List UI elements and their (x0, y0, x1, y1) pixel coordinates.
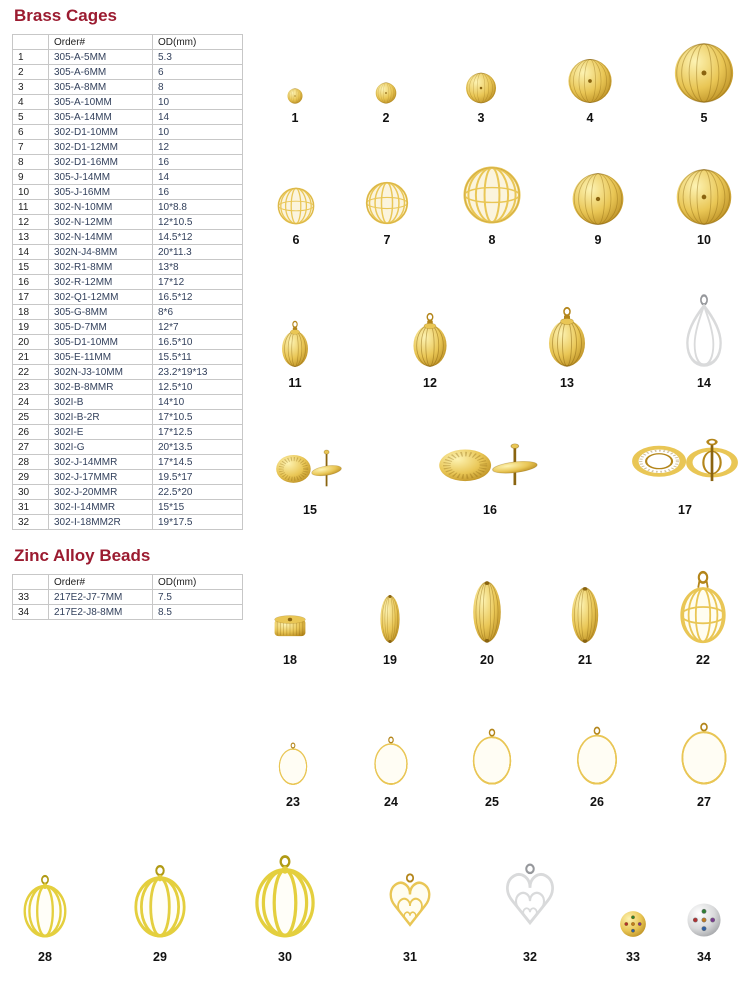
brass-cages-table (12, 34, 243, 530)
order-number: 305-E-11MM (49, 350, 153, 365)
product-number: 15 (303, 503, 317, 517)
od-value: 6 (153, 65, 243, 80)
row-index: 4 (13, 95, 49, 110)
row-index: 19 (13, 320, 49, 335)
product-image-26 (573, 726, 621, 786)
row-index: 34 (13, 605, 49, 620)
od-value: 15*15 (153, 500, 243, 515)
order-number: 302-I-14MMR (49, 500, 153, 515)
table-row (13, 485, 243, 500)
product-number: 28 (38, 950, 52, 964)
bead-graphic-rings (631, 429, 739, 491)
order-number: 302-B-8MMR (49, 380, 153, 395)
bead-graphic-oval (464, 580, 510, 644)
zinc-alloy-table (12, 574, 243, 620)
od-value: 12*10.5 (153, 215, 243, 230)
row-index: 33 (13, 590, 49, 605)
bead-graphic-corr (571, 172, 625, 226)
table-row (13, 275, 243, 290)
product-number: 21 (578, 653, 592, 667)
od-value: 13*8 (153, 260, 243, 275)
row-index: 3 (13, 80, 49, 95)
bead-graphic-heart (381, 872, 439, 938)
order-number: 302N-J3-10MM (49, 365, 153, 380)
bead-graphic-drop (678, 294, 730, 368)
product-number: 13 (560, 376, 574, 390)
order-number: 305-A-10MM (49, 95, 153, 110)
product-number: 24 (384, 795, 398, 809)
row-index: 23 (13, 380, 49, 395)
product-image-27 (677, 722, 731, 786)
row-index: 7 (13, 140, 49, 155)
table-row (13, 140, 243, 155)
order-number: 305-A-6MM (49, 65, 153, 80)
od-value: 16 (153, 155, 243, 170)
order-number: 305-G-8MM (49, 305, 153, 320)
product-number: 1 (291, 111, 299, 125)
bead-graphic-cage3 (19, 874, 71, 938)
od-value: 10 (153, 125, 243, 140)
order-column-header: Order# (49, 35, 153, 50)
product-number: 22 (696, 653, 710, 667)
table-row (13, 605, 243, 620)
order-number: 302-R-12MM (49, 275, 153, 290)
bead-graphic-twist (573, 726, 621, 786)
product-image-2 (375, 82, 397, 104)
order-number: 302-N-12MM (49, 215, 153, 230)
product-number: 10 (697, 233, 711, 247)
row-index: 17 (13, 290, 49, 305)
section-title-brass-cages: Brass Cages (14, 6, 118, 25)
od-value: 17*12 (153, 275, 243, 290)
table-row (13, 200, 243, 215)
bead-graphic-cage3 (249, 854, 321, 938)
bead-graphic-twist (371, 736, 411, 786)
table-row (13, 65, 243, 80)
od-value: 7.5 (153, 590, 243, 605)
table-row (13, 425, 243, 440)
od-value: 8.5 (153, 605, 243, 620)
od-value: 20*13.5 (153, 440, 243, 455)
product-number: 20 (480, 653, 494, 667)
table-row (13, 185, 243, 200)
od-value: 8 (153, 80, 243, 95)
product-number: 25 (485, 795, 499, 809)
table-row (13, 470, 243, 485)
table-row (13, 155, 243, 170)
product-image-30 (249, 854, 321, 938)
row-index: 18 (13, 305, 49, 320)
order-number: 302-N-14MM (49, 230, 153, 245)
order-number: 305-J-16MM (49, 185, 153, 200)
product-image-24 (371, 736, 411, 786)
order-number: 302-J-20MMR (49, 485, 153, 500)
table-row (13, 290, 243, 305)
table-header-row (13, 575, 243, 590)
bead-graphic-corr (675, 168, 733, 226)
row-index: 24 (13, 395, 49, 410)
od-value: 10 (153, 95, 243, 110)
product-number: 30 (278, 950, 292, 964)
bead-graphic-lantern (407, 312, 453, 368)
row-index: 14 (13, 245, 49, 260)
product-image-33 (619, 910, 647, 938)
od-value: 16.5*10 (153, 335, 243, 350)
row-index: 13 (13, 230, 49, 245)
order-number: 305-J-14MM (49, 170, 153, 185)
product-number: 16 (483, 503, 497, 517)
order-number: 302I-B (49, 395, 153, 410)
product-image-1 (287, 88, 303, 104)
row-index: 25 (13, 410, 49, 425)
product-image-3 (465, 72, 497, 104)
table-row (13, 80, 243, 95)
bead-graphic-barrel (268, 608, 312, 644)
table-row (13, 95, 243, 110)
bead-graphic-discs (274, 437, 346, 495)
row-index: 16 (13, 275, 49, 290)
table-row (13, 590, 243, 605)
product-image-20 (464, 580, 510, 644)
table-row (13, 515, 243, 530)
product-image-16 (436, 429, 544, 495)
od-value: 12.5*10 (153, 380, 243, 395)
table-row (13, 350, 243, 365)
row-index: 6 (13, 125, 49, 140)
table-row (13, 365, 243, 380)
bead-graphic-lantern (542, 306, 592, 368)
bead-graphic-stud (686, 902, 722, 938)
od-value: 22.5*20 (153, 485, 243, 500)
order-number: 305-A-14MM (49, 110, 153, 125)
product-image-19 (374, 594, 406, 644)
od-value: 14*10 (153, 395, 243, 410)
product-image-28 (19, 874, 71, 938)
product-image-7 (364, 180, 410, 226)
order-number: 302I-G (49, 440, 153, 455)
order-number: 302-I-18MM2R (49, 515, 153, 530)
product-image-23 (276, 742, 310, 786)
table-row (13, 440, 243, 455)
row-index: 8 (13, 155, 49, 170)
order-number: 302-D1-10MM (49, 125, 153, 140)
product-number: 4 (586, 111, 594, 125)
od-value: 17*14.5 (153, 455, 243, 470)
od-value: 16 (153, 185, 243, 200)
product-image-13 (542, 306, 592, 368)
product-image-29 (129, 864, 191, 938)
product-number: 23 (286, 795, 300, 809)
order-number: 302-N-10MM (49, 200, 153, 215)
bead-graphic-heart (496, 862, 564, 938)
bead-graphic-twist (677, 722, 731, 786)
bead-graphic-fili (276, 186, 316, 226)
bead-graphic-cage3 (129, 864, 191, 938)
product-number: 5 (700, 111, 708, 125)
product-image-34 (686, 902, 722, 938)
table-row (13, 125, 243, 140)
row-index: 30 (13, 485, 49, 500)
order-number: 305-D-7MM (49, 320, 153, 335)
order-number: 302I-E (49, 425, 153, 440)
row-index: 9 (13, 170, 49, 185)
row-index: 27 (13, 440, 49, 455)
bead-graphic-corr (375, 82, 397, 104)
bead-graphic-twist (276, 742, 310, 786)
order-number: 302-D1-16MM (49, 155, 153, 170)
order-number: 302N-J4-8MM (49, 245, 153, 260)
order-number: 305-D1-10MM (49, 335, 153, 350)
od-value: 12 (153, 140, 243, 155)
od-value: 19.5*17 (153, 470, 243, 485)
bead-graphic-corr (465, 72, 497, 104)
row-index: 12 (13, 215, 49, 230)
table-row (13, 500, 243, 515)
od-value: 5.3 (153, 50, 243, 65)
table-row (13, 320, 243, 335)
row-index: 1 (13, 50, 49, 65)
index-column-header (13, 575, 49, 590)
product-number: 19 (383, 653, 397, 667)
product-number: 31 (403, 950, 417, 964)
od-value: 15.5*11 (153, 350, 243, 365)
row-index: 32 (13, 515, 49, 530)
row-index: 29 (13, 470, 49, 485)
bead-graphic-oval (563, 586, 607, 644)
table-row (13, 455, 243, 470)
row-index: 22 (13, 365, 49, 380)
row-index: 26 (13, 425, 49, 440)
order-number: 302-R1-8MM (49, 260, 153, 275)
od-value: 14 (153, 110, 243, 125)
table-header-row (13, 35, 243, 50)
order-number: 217E2-J8-8MM (49, 605, 153, 620)
product-number: 9 (594, 233, 602, 247)
product-image-4 (567, 58, 613, 104)
product-number: 29 (153, 950, 167, 964)
product-number: 32 (523, 950, 537, 964)
order-number: 217E2-J7-7MM (49, 590, 153, 605)
table-row (13, 245, 243, 260)
od-column-header: OD(mm) (153, 35, 243, 50)
section-title-zinc-alloy-beads: Zinc Alloy Beads (14, 546, 151, 565)
bead-graphic-lantern (277, 320, 313, 368)
row-index: 10 (13, 185, 49, 200)
product-number: 14 (697, 376, 711, 390)
product-image-17 (631, 429, 739, 491)
product-image-25 (469, 728, 515, 786)
product-number: 3 (477, 111, 485, 125)
od-value: 23.2*19*13 (153, 365, 243, 380)
product-number: 2 (382, 111, 390, 125)
bead-graphic-corr (673, 42, 735, 104)
row-index: 11 (13, 200, 49, 215)
od-value: 12*7 (153, 320, 243, 335)
table-row (13, 395, 243, 410)
bead-graphic-discs (436, 429, 544, 495)
table-row (13, 410, 243, 425)
bead-graphic-oval (374, 594, 406, 644)
product-image-6 (276, 186, 316, 226)
product-image-8 (461, 164, 523, 226)
od-value: 16.5*12 (153, 290, 243, 305)
row-index: 15 (13, 260, 49, 275)
product-image-14 (678, 294, 730, 368)
product-image-15 (274, 437, 346, 495)
row-index: 5 (13, 110, 49, 125)
order-number: 305-A-5MM (49, 50, 153, 65)
order-number: 302-J-17MMR (49, 470, 153, 485)
product-image-21 (563, 586, 607, 644)
order-number: 305-A-8MM (49, 80, 153, 95)
product-number: 12 (423, 376, 437, 390)
product-image-12 (407, 312, 453, 368)
bead-graphic-corr (567, 58, 613, 104)
product-image-10 (675, 168, 733, 226)
bead-graphic-twist (469, 728, 515, 786)
product-number: 6 (292, 233, 300, 247)
table-row (13, 110, 243, 125)
row-index: 31 (13, 500, 49, 515)
index-column-header (13, 35, 49, 50)
product-image-31 (381, 872, 439, 938)
od-value: 14.5*12 (153, 230, 243, 245)
row-index: 20 (13, 335, 49, 350)
product-number: 11 (288, 376, 302, 390)
table-row (13, 380, 243, 395)
od-value: 17*12.5 (153, 425, 243, 440)
product-number: 7 (383, 233, 391, 247)
row-index: 2 (13, 65, 49, 80)
order-number: 302-D1-12MM (49, 140, 153, 155)
table-row (13, 50, 243, 65)
order-column-header: Order# (49, 575, 153, 590)
od-value: 14 (153, 170, 243, 185)
product-number: 33 (626, 950, 640, 964)
row-index: 21 (13, 350, 49, 365)
table-row (13, 335, 243, 350)
bead-graphic-fili (461, 164, 523, 226)
bead-graphic-locket (673, 570, 733, 644)
product-number: 27 (697, 795, 711, 809)
order-number: 302I-B-2R (49, 410, 153, 425)
bead-graphic-corr (287, 88, 303, 104)
product-image-5 (673, 42, 735, 104)
product-image-22 (673, 570, 733, 644)
product-number: 17 (678, 503, 692, 517)
od-value: 10*8.8 (153, 200, 243, 215)
od-value: 17*10.5 (153, 410, 243, 425)
product-image-18 (268, 608, 312, 644)
row-index: 28 (13, 455, 49, 470)
table-row (13, 170, 243, 185)
table-row (13, 260, 243, 275)
table-row (13, 305, 243, 320)
order-number: 302-Q1-12MM (49, 290, 153, 305)
product-image-9 (571, 172, 625, 226)
product-number: 8 (488, 233, 496, 247)
od-value: 20*11.3 (153, 245, 243, 260)
product-number: 34 (697, 950, 711, 964)
bead-graphic-stud (619, 910, 647, 938)
order-number: 302-J-14MMR (49, 455, 153, 470)
od-value: 19*17.5 (153, 515, 243, 530)
product-image-11 (277, 320, 313, 368)
table-row (13, 230, 243, 245)
od-column-header: OD(mm) (153, 575, 243, 590)
od-value: 8*6 (153, 305, 243, 320)
table-row (13, 215, 243, 230)
product-number: 26 (590, 795, 604, 809)
product-number: 18 (283, 653, 297, 667)
spec-tables-column (12, 4, 246, 620)
product-image-32 (496, 862, 564, 938)
bead-graphic-fili (364, 180, 410, 226)
